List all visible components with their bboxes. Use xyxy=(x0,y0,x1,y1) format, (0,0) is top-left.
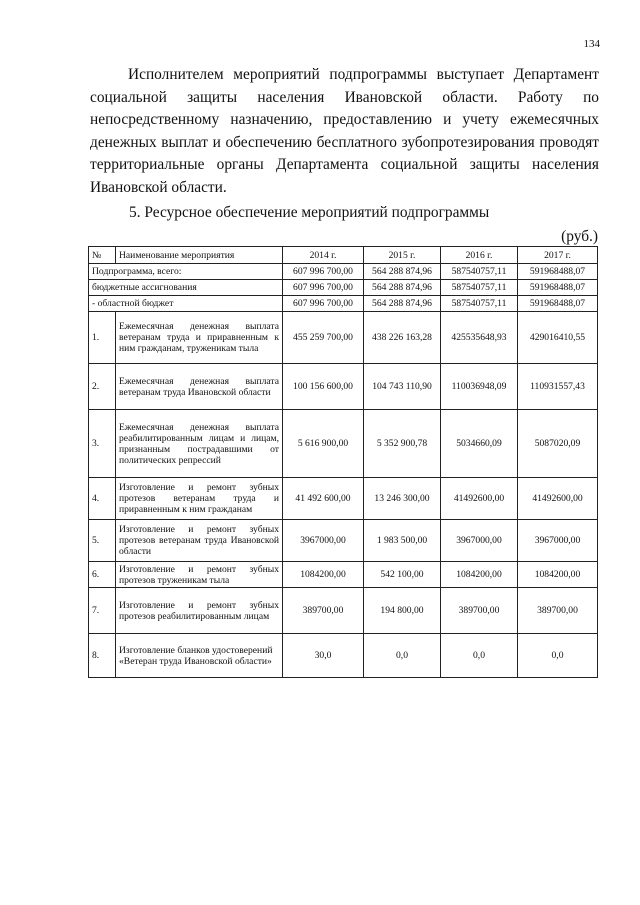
activity-name: Изготовление и ремонт зубных протезов труженикам тыла xyxy=(116,562,283,588)
cell-2015: 564 288 874,96 xyxy=(364,296,441,312)
cell-2015: 194 800,00 xyxy=(364,588,441,634)
header-no: № xyxy=(89,247,116,264)
executor-paragraph xyxy=(90,64,599,200)
cell-2016: 3967000,00 xyxy=(441,520,518,562)
header-2015: 2015 г. xyxy=(364,247,441,264)
cell-2014: 455 259 700,00 xyxy=(283,312,364,364)
cell-2014: 5 616 900,00 xyxy=(283,410,364,478)
cell-2016: 41492600,00 xyxy=(441,478,518,520)
table-row xyxy=(89,410,598,478)
cell-2017: 1084200,00 xyxy=(518,562,598,588)
row-number: 7. xyxy=(89,588,116,634)
cell-2016: 5034660,09 xyxy=(441,410,518,478)
cell-2015: 1 983 500,00 xyxy=(364,520,441,562)
cell-2015: 0,0 xyxy=(364,634,441,678)
table-row xyxy=(89,588,598,634)
table-row xyxy=(89,478,598,520)
cell-2016: 0,0 xyxy=(441,634,518,678)
cell-2017: 591968488,07 xyxy=(518,264,598,280)
cell-2016: 389700,00 xyxy=(441,588,518,634)
activity-name: Ежемесячная денежная выплата реабилитированным лицам и лицам, признанным пострадавшими от политических репрессий xyxy=(116,410,283,478)
cell-2016: 425535648,93 xyxy=(441,312,518,364)
paragraph-line: Ивановской области. xyxy=(90,178,227,196)
cell-2016: 110036948,09 xyxy=(441,364,518,410)
paragraph-line: непосредственному назначению, предоставлению и учету ежемесячных xyxy=(90,111,599,129)
table-row xyxy=(89,312,598,364)
cell-2017: 591968488,07 xyxy=(518,280,598,296)
summary-label: бюджетные ассигнования xyxy=(89,280,283,296)
header-name: Наименование мероприятия xyxy=(116,247,283,264)
cell-2014: 1084200,00 xyxy=(283,562,364,588)
row-number: 2. xyxy=(89,364,116,410)
section-title: 5. Ресурсное обеспечение мероприятий подпрограммы xyxy=(129,204,490,221)
paragraph-line: социальной защиты населения Ивановской области. Работу по xyxy=(90,88,599,106)
cell-2015: 542 100,00 xyxy=(364,562,441,588)
cell-2015: 564 288 874,96 xyxy=(364,264,441,280)
activity-name: Изготовление и ремонт зубных протезов ветеранам труда и приравненным к ним гражданам xyxy=(116,478,283,520)
cell-2017: 3967000,00 xyxy=(518,520,598,562)
row-number: 3. xyxy=(89,410,116,478)
cell-2017: 5087020,09 xyxy=(518,410,598,478)
cell-2014: 41 492 600,00 xyxy=(283,478,364,520)
activity-name: Ежемесячная денежная выплата ветеранам труда Ивановской области xyxy=(116,364,283,410)
summary-row-budget xyxy=(89,280,598,296)
table-row xyxy=(89,634,598,678)
cell-2017: 41492600,00 xyxy=(518,478,598,520)
paragraph-line: территориальные органы Департамента социальной защиты населения xyxy=(90,156,599,174)
cell-2014: 3967000,00 xyxy=(283,520,364,562)
cell-2017: 429016410,55 xyxy=(518,312,598,364)
cell-2015: 13 246 300,00 xyxy=(364,478,441,520)
header-2016: 2016 г. xyxy=(441,247,518,264)
cell-2015: 104 743 110,90 xyxy=(364,364,441,410)
summary-row-total xyxy=(89,264,598,280)
row-number: 5. xyxy=(89,520,116,562)
summary-row-regional xyxy=(89,296,598,312)
activity-name: Изготовление и ремонт зубных протезов ветеранам труда Ивановской области xyxy=(116,520,283,562)
table-row xyxy=(89,520,598,562)
cell-2015: 564 288 874,96 xyxy=(364,280,441,296)
cell-2017: 0,0 xyxy=(518,634,598,678)
cell-2016: 1084200,00 xyxy=(441,562,518,588)
currency-unit: (руб.) xyxy=(561,228,598,245)
activity-name: Изготовление бланков удостоверений «Ветеран труда Ивановской области» xyxy=(116,634,283,678)
cell-2015: 5 352 900,78 xyxy=(364,410,441,478)
activity-name: Ежемесячная денежная выплата ветеранам труда и приравненным к ним гражданам, труженикам тыла xyxy=(116,312,283,364)
summary-label: Подпрограмма, всего: xyxy=(89,264,283,280)
table-row xyxy=(89,562,598,588)
cell-2014: 389700,00 xyxy=(283,588,364,634)
cell-2014: 607 996 700,00 xyxy=(283,264,364,280)
table-header-row xyxy=(89,247,598,264)
header-2014: 2014 г. xyxy=(283,247,364,264)
table-row xyxy=(89,364,598,410)
row-number: 8. xyxy=(89,634,116,678)
cell-2014: 30,0 xyxy=(283,634,364,678)
paragraph-line: денежных выплат и обеспечению бесплатного зубопротезирования проводят xyxy=(90,133,599,151)
cell-2016: 587540757,11 xyxy=(441,264,518,280)
cell-2014: 607 996 700,00 xyxy=(283,296,364,312)
cell-2014: 100 156 600,00 xyxy=(283,364,364,410)
row-number: 4. xyxy=(89,478,116,520)
paragraph-line: Исполнителем мероприятий подпрограммы выступает Департамент xyxy=(128,66,599,83)
resource-table xyxy=(88,246,598,678)
cell-2014: 607 996 700,00 xyxy=(283,280,364,296)
cell-2017: 591968488,07 xyxy=(518,296,598,312)
cell-2016: 587540757,11 xyxy=(441,280,518,296)
row-number: 6. xyxy=(89,562,116,588)
cell-2015: 438 226 163,28 xyxy=(364,312,441,364)
cell-2017: 389700,00 xyxy=(518,588,598,634)
page-number: 134 xyxy=(583,38,600,50)
header-2017: 2017 г. xyxy=(518,247,598,264)
row-number: 1. xyxy=(89,312,116,364)
summary-label: - областной бюджет xyxy=(89,296,283,312)
cell-2017: 110931557,43 xyxy=(518,364,598,410)
activity-name: Изготовление и ремонт зубных протезов реабилитированным лицам xyxy=(116,588,283,634)
cell-2016: 587540757,11 xyxy=(441,296,518,312)
